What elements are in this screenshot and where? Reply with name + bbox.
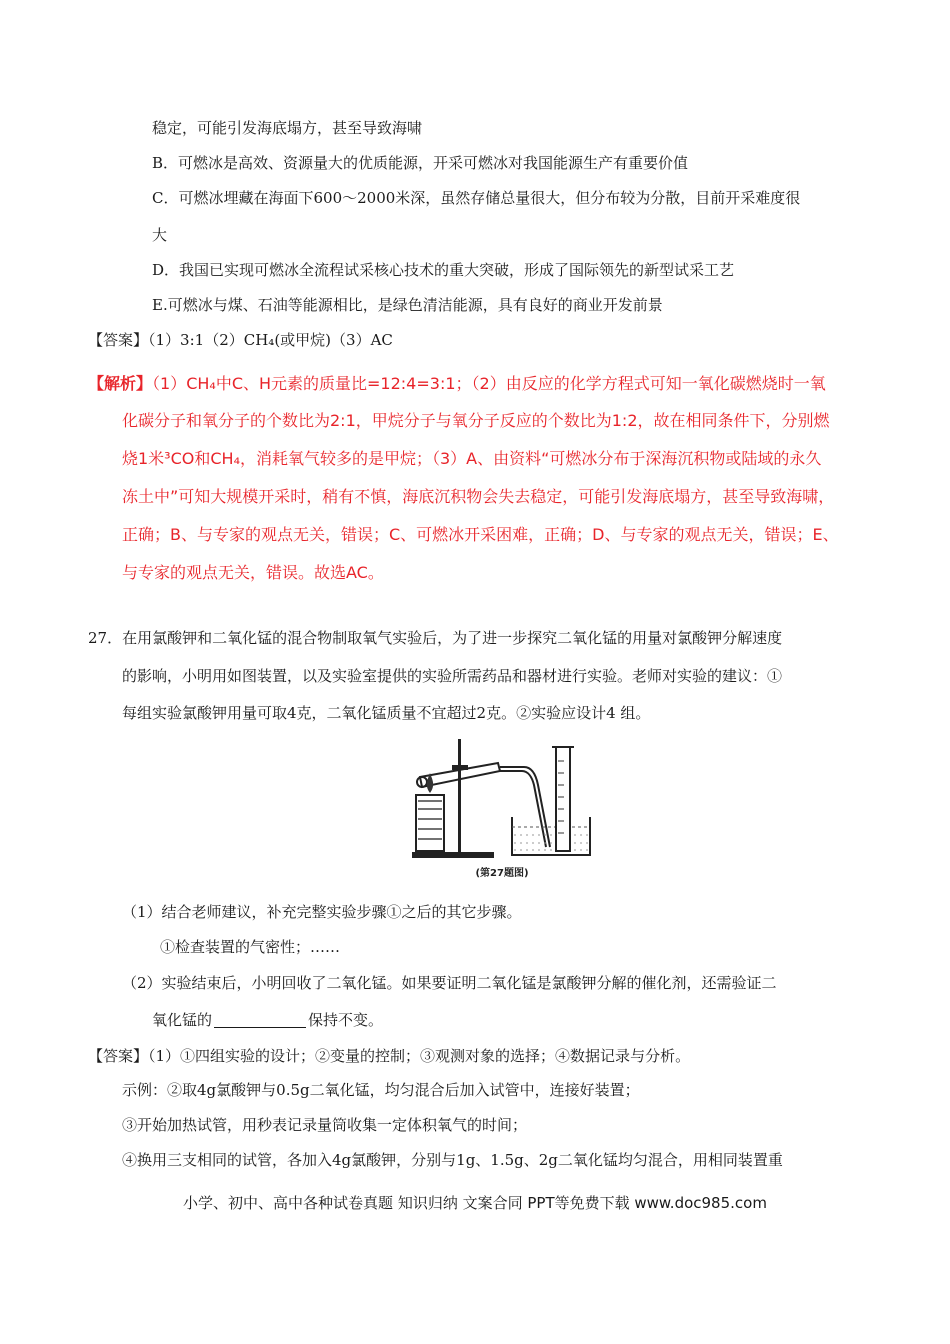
analysis-line-3: 烧1米³CO和CH₄，消耗氧气较多的是甲烷；（3）A、由资料“可燃冰分布于深海沉积物或陆域的永久 xyxy=(122,449,822,468)
page-footer: 小学、初中、高中各种试卷真题 知识归纳 文案合同 PPT等免费下载 www.doc985.com xyxy=(183,1194,767,1212)
answer-2-step-4: ④换用三支相同的试管，各加入4g氯酸钾，分别与1g、1.5g、2g二氧化锰均匀混合，用相同装置重 xyxy=(122,1151,783,1169)
option-d: D．我国已实现可燃冰全流程试采核心技术的重大突破，形成了国际领先的新型试采工艺 xyxy=(152,261,735,279)
experiment-apparatus-figure xyxy=(408,735,596,883)
q27-line-3: 每组实验氯酸钾用量可取4克，二氧化锰质量不宜超过2克。②实验应设计4 组。 xyxy=(122,704,651,722)
q27-sub1-step: ①检查装置的气密性；…… xyxy=(160,938,341,956)
q27-line-1 xyxy=(88,628,782,648)
answer-1 xyxy=(88,330,393,350)
q27-number: 27． xyxy=(88,629,123,647)
q27-sub2-line-1: （2）实验结束后，小明回收了二氧化锰。如果要证明二氧化锰是氯酸钾分解的催化剂，还需验证二 xyxy=(122,974,777,992)
q27-sub2-line-2 xyxy=(152,1010,383,1030)
option-c-continuation: 大 xyxy=(152,226,168,244)
analysis-line-2: 化碳分子和氧分子的个数比为2:1，甲烷分子与氧分子反应的个数比为1:2，故在相同条件下，分别燃 xyxy=(122,411,830,430)
analysis-line-6: 与专家的观点无关，错误。故选AC。 xyxy=(122,563,384,582)
q27-text: 在用氯酸钾和二氧化锰的混合物制取氧气实验后，为了进一步探究二氧化锰的用量对氯酸钾分解速度 xyxy=(122,629,783,647)
q27-line-2: 的影响，小明用如图装置，以及实验室提供的实验所需药品和器材进行实验。老师对实验的建议：① xyxy=(122,667,783,685)
analysis-line-4: 冻土中”可知大规模开采时，稍有不慎，海底沉积物会失去稳定，可能引发海底塌方，甚至导致海啸， xyxy=(122,487,835,506)
answer-text: （1）3:1（2）CH₄(或甲烷)（3）AC xyxy=(148,331,393,349)
option-e: E.可燃冰与煤、石油等能源相比，是绿色清洁能源，具有良好的商业开发前景 xyxy=(152,296,663,314)
analysis-label: 【解析】 xyxy=(88,374,153,393)
analysis-line-1 xyxy=(88,374,826,394)
answer-label: 【答案】 xyxy=(88,331,149,349)
option-b: B．可燃冰是高效、资源量大的优质能源，开采可燃冰对我国能源生产有重要价值 xyxy=(152,154,689,172)
q27-sub1: （1）结合老师建议，补充完整实验步骤①之后的其它步骤。 xyxy=(122,903,522,921)
answer-2-example: 示例：②取4g氯酸钾与0.5g二氧化锰，均匀混合后加入试管中，连接好装置； xyxy=(122,1081,640,1099)
option-c: C．可燃冰埋藏在海面下600～2000米深，虽然存储总量很大，但分布较为分散，目前开采难度很 xyxy=(152,189,801,207)
option-a-continuation: 稳定，可能引发海底塌方，甚至导致海啸 xyxy=(152,119,423,137)
answer-label: 【答案】 xyxy=(88,1047,149,1065)
answer-blank[interactable] xyxy=(214,1012,306,1028)
q27-sub2-prefix: 氧化锰的 xyxy=(152,1011,213,1029)
analysis-line-5: 正确；B、与专家的观点无关，错误；C、可燃冰开采困难，正确；D、与专家的观点无关，错误；E、 xyxy=(122,525,839,544)
analysis-text: （1）CH₄中C、H元素的质量比=12:4=3:1；（2）由反应的化学方程式可知一氧化碳燃烧时一氧 xyxy=(152,374,826,393)
q27-sub2-suffix: 保持不变。 xyxy=(308,1011,384,1029)
answer-text: （1）①四组实验的设计；②变量的控制；③观测对象的选择；④数据记录与分析。 xyxy=(148,1047,691,1065)
figure-caption: (第27题图) xyxy=(475,868,529,879)
answer-2 xyxy=(88,1046,690,1066)
answer-2-step-3: ③开始加热试管，用秒表记录量筒收集一定体积氧气的时间； xyxy=(122,1116,528,1134)
